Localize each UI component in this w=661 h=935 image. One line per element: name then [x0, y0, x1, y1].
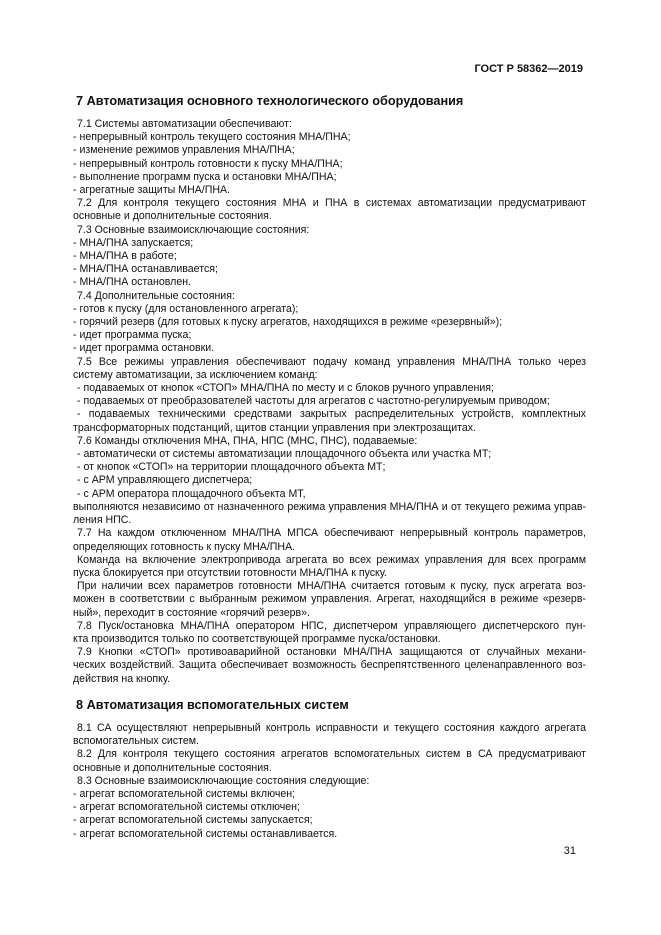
paragraph-line: - агрегатные защиты МНА/ПНА.: [73, 184, 231, 197]
paragraph-line: можен в соответствии с выбранным режимом управления. Агрегат, находящийся в режиме «резерв-: [73, 593, 586, 606]
paragraph-line: - идет программа остановки.: [73, 342, 215, 355]
paragraph-line: действия на кнопку.: [73, 672, 171, 685]
paragraph-line: - агрегат вспомогательной системы отключен;: [73, 801, 300, 814]
paragraph-line: вспомогательных систем.: [73, 735, 199, 748]
paragraph-line: 8.3 Основные взаимоисключающие состояния следующие:: [77, 774, 370, 787]
paragraph-line: основные и дополнительные состояния.: [73, 761, 272, 774]
paragraph-line: кта производится только по соответствующей программе пуска/остановки.: [73, 632, 441, 645]
paragraph-line: 7.4 Дополнительные состояния:: [77, 289, 235, 302]
paragraph-line: - подаваемых техническими средствами закрытых распределительных устройств, комплектных: [77, 408, 586, 421]
paragraph-line: - МНА/ПНА остановлен.: [73, 276, 192, 289]
paragraph-line: Команда на включение электропривода агрегата во всех режимах управления для всех программ: [77, 553, 586, 566]
paragraph-line: определяющих готовность к пуску МНА/ПНА.: [73, 540, 296, 553]
paragraph-line: основные и дополнительные состояния.: [73, 210, 272, 223]
document-code: ГОСТ Р 58362—2019: [474, 63, 583, 75]
paragraph-line: - агрегат вспомогательной системы включен;: [73, 788, 296, 801]
section-8: [73, 697, 586, 841]
section-8-title: 8 Автоматизация вспомогательных систем: [76, 698, 349, 712]
paragraph-line: ческих воздействий. Защита обеспечивает возможность беспрепятственного целенаправленного воз-: [73, 659, 586, 672]
paragraph-line: 7.2 Для контроля текущего состояния МНА и ПНА в системах автоматизации предусматривают: [77, 197, 586, 210]
paragraph-line: - готов к пуску (для остановленного агрегата);: [73, 302, 299, 315]
paragraph-line: - непрерывный контроль готовности к пуску МНА/ПНА;: [73, 157, 343, 170]
paragraph-line: При наличии всех параметров готовности МНА/ПНА считается готовым к пуску, пуск агрегата воз-: [77, 580, 586, 593]
paragraph-line: 7.1 Системы автоматизации обеспечивают:: [77, 118, 292, 130]
paragraph-line: - с АРМ управляющего диспетчера;: [77, 474, 253, 487]
paragraph-line: систему автоматизации, за исключением команд:: [73, 368, 318, 381]
paragraph-line: - подаваемых от преобразователей частоты для агрегатов с частотно-регулируемым приводом;: [77, 395, 550, 408]
paragraph-line: 7.6 Команды отключения МНА, ПНА, НПС (МНС, ПНС), подаваемые:: [77, 434, 418, 447]
section-7: [73, 93, 586, 686]
paragraph-line: - идет программа пуска;: [73, 329, 192, 342]
paragraph-line: - МНА/ПНА запускается;: [73, 236, 194, 249]
section-8-body: [73, 722, 586, 841]
paragraph-line: 8.1 СА осуществляют непрерывный контроль исправности и текущего состояния каждого агрегата: [77, 722, 586, 734]
paragraph-line: - МНА/ПНА в работе;: [73, 250, 177, 263]
paragraph-line: 7.7 На каждом отключенном МНА/ПНА МПСА обеспечивают непрерывный контроль параметров,: [77, 527, 586, 540]
paragraph-line: 7.3 Основные взаимоисключающие состояния:: [77, 223, 310, 236]
paragraph-line: - непрерывный контроль текущего состояния МНА/ПНА;: [73, 131, 351, 144]
paragraph-line: - горячий резерв (для готовых к пуску агрегатов, находящихся в режиме «резервный»);: [73, 316, 503, 329]
paragraph-line: 7.9 Кнопки «СТОП» противоаварийной остановки МНА/ПНА защищаются от случайных механи-: [77, 646, 586, 659]
paragraph-line: 7.8 Пуск/остановка МНА/ПНА оператором НПС, диспетчером управляющего диспетчерского пун-: [77, 619, 586, 632]
paragraph-line: - выполнение программ пуска и остановки МНА/ПНА;: [73, 170, 337, 183]
paragraph-line: - МНА/ПНА останавливается;: [73, 263, 218, 276]
page-number: 31: [563, 845, 576, 857]
paragraph-line: 7.5 Все режимы управления обеспечивают подачу команд управления МНА/ПНА только через: [77, 355, 586, 368]
paragraph-line: ный», переходит в состояние «горячий резерв».: [73, 606, 310, 619]
paragraph-line: - агрегат вспомогательной системы запускается;: [73, 814, 313, 827]
paragraph-line: - агрегат вспомогательной системы останавливается.: [73, 827, 338, 840]
paragraph-line: - от кнопок «СТОП» на территории площадочного объекта МТ;: [77, 461, 386, 474]
paragraph-line: выполняются независимо от назначенного режима управления МНА/ПНА и от текущего режима управ-: [73, 500, 586, 513]
paragraph-line: трансформаторных подстанций, щитов станции управления при электрозащитах.: [73, 421, 477, 434]
section-7-title: 7 Автоматизация основного технологического оборудования: [76, 94, 464, 108]
paragraph-line: 8.2 Для контроля текущего состояния агрегатов вспомогательных систем в СА предусматривают: [77, 748, 586, 761]
paragraph-line: - подаваемых от кнопок «СТОП» МНА/ПНА по месту и с блоков ручного управления;: [77, 382, 494, 395]
paragraph-line: - автоматически от системы автоматизации площадочного объекта или участка МТ;: [77, 448, 492, 461]
paragraph-line: ления НПС.: [73, 514, 132, 527]
paragraph-line: - изменение режимов управления МНА/ПНА;: [73, 144, 295, 157]
paragraph-line: - с АРМ оператора площадочного объекта МТ,: [77, 487, 306, 500]
section-7-body: [73, 118, 586, 686]
paragraph-line: пуска блокируется при отсутствии готовности МНА/ПНА к пуску.: [73, 566, 387, 579]
